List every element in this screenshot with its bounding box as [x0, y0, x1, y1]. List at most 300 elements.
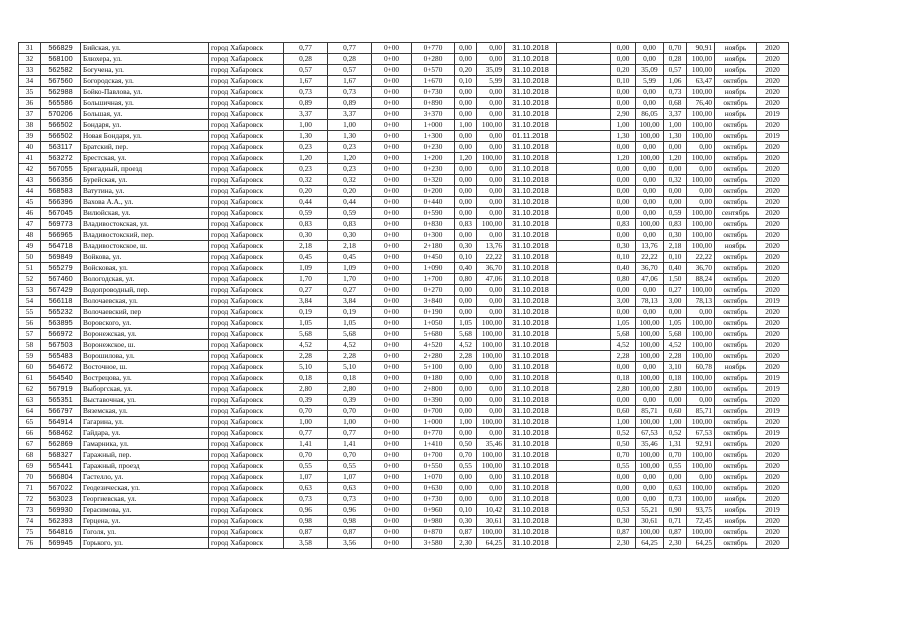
done-km-cell: 0,55 [664, 461, 687, 472]
plan-km-cell: 0,00 [611, 307, 636, 318]
year-cell: 2020 [757, 450, 789, 461]
end-km-cell: 0+770 [412, 428, 455, 439]
done-km-cell: 0,68 [664, 98, 687, 109]
city-cell: город Хабаровск [209, 406, 284, 417]
street-name-cell: Георгиевская, ул. [81, 494, 209, 505]
table-row [19, 54, 789, 65]
table-row [19, 483, 789, 494]
table-row [19, 384, 789, 395]
city-cell: город Хабаровск [209, 230, 284, 241]
done-percent-cell: 92,91 [687, 439, 715, 450]
length-km-cell: 0,96 [328, 505, 372, 516]
city-cell: город Хабаровск [209, 428, 284, 439]
street-name-cell: Гаражный, проезд [81, 461, 209, 472]
city-cell: город Хабаровск [209, 175, 284, 186]
length-total-cell: 0,45 [284, 252, 328, 263]
start-km-cell: 0+00 [372, 263, 412, 274]
plan-percent-cell: 47,06 [636, 274, 664, 285]
start-km-cell: 0+00 [372, 318, 412, 329]
done-percent-cell: 100,00 [687, 54, 715, 65]
road-id-cell: 567022 [41, 483, 81, 494]
plan-km-cell: 2,30 [611, 538, 636, 549]
year-cell: 2020 [757, 186, 789, 197]
plan-km-cell: 0,50 [611, 439, 636, 450]
repaired-km-cell: 5,68 [455, 329, 477, 340]
table-row [19, 285, 789, 296]
length-total-cell: 3,37 [284, 109, 328, 120]
plan-km-cell: 0,18 [611, 373, 636, 384]
row-number-cell: 68 [19, 450, 41, 461]
inspection-date-cell: 31.10.2018 [505, 263, 557, 274]
plan-percent-cell: 0,00 [636, 142, 664, 153]
end-km-cell: 1+000 [412, 417, 455, 428]
city-cell: город Хабаровск [209, 252, 284, 263]
start-km-cell: 0+00 [372, 307, 412, 318]
year-cell: 2020 [757, 164, 789, 175]
row-number-cell: 56 [19, 318, 41, 329]
year-cell: 2020 [757, 417, 789, 428]
street-name-cell: Гастелло, ул. [81, 472, 209, 483]
plan-km-cell: 0,30 [611, 241, 636, 252]
city-cell: город Хабаровск [209, 54, 284, 65]
start-km-cell: 0+00 [372, 175, 412, 186]
plan-km-cell: 1,00 [611, 417, 636, 428]
done-km-cell: 0,00 [664, 164, 687, 175]
row-number-cell: 45 [19, 197, 41, 208]
plan-percent-cell: 100,00 [636, 461, 664, 472]
length-km-cell: 0,28 [328, 54, 372, 65]
year-cell: 2020 [757, 54, 789, 65]
end-km-cell: 0+450 [412, 252, 455, 263]
end-km-cell: 0+730 [412, 494, 455, 505]
street-name-cell: Воронежское, ш. [81, 340, 209, 351]
start-km-cell: 0+00 [372, 230, 412, 241]
done-km-cell: 0,00 [664, 307, 687, 318]
inspection-date-cell: 31.10.2018 [505, 54, 557, 65]
month-cell: октябрь [715, 263, 757, 274]
end-km-cell: 3+840 [412, 296, 455, 307]
length-km-cell: 1,30 [328, 131, 372, 142]
start-km-cell: 0+00 [372, 65, 412, 76]
length-km-cell: 1,07 [328, 472, 372, 483]
plan-km-cell: 0,30 [611, 516, 636, 527]
repaired-km-cell: 2,28 [455, 351, 477, 362]
plan-km-cell: 3,00 [611, 296, 636, 307]
length-total-cell: 0,23 [284, 164, 328, 175]
done-km-cell: 2,28 [664, 351, 687, 362]
month-cell: октябрь [715, 428, 757, 439]
year-cell: 2020 [757, 461, 789, 472]
end-km-cell: 2+280 [412, 351, 455, 362]
done-km-cell: 0,71 [664, 516, 687, 527]
city-cell: город Хабаровск [209, 186, 284, 197]
row-number-cell: 69 [19, 461, 41, 472]
road-id-cell: 565441 [41, 461, 81, 472]
road-id-cell: 567055 [41, 164, 81, 175]
done-percent-cell: 100,00 [687, 131, 715, 142]
length-km-cell: 0,32 [328, 175, 372, 186]
road-id-cell: 564914 [41, 417, 81, 428]
note-cell [557, 538, 611, 549]
inspection-date-cell: 31.10.2018 [505, 219, 557, 230]
month-cell: октябрь [715, 131, 757, 142]
length-km-cell: 3,84 [328, 296, 372, 307]
inspection-date-cell: 31.10.2018 [505, 439, 557, 450]
plan-percent-cell: 67,53 [636, 428, 664, 439]
year-cell: 2019 [757, 373, 789, 384]
row-number-cell: 42 [19, 164, 41, 175]
road-register-table [18, 42, 789, 549]
start-km-cell: 0+00 [372, 186, 412, 197]
table-row [19, 142, 789, 153]
inspection-date-cell: 31.10.2018 [505, 43, 557, 54]
inspection-date-cell: 31.10.2018 [505, 340, 557, 351]
plan-percent-cell: 100,00 [636, 340, 664, 351]
note-cell [557, 395, 611, 406]
repaired-percent-cell: 35,46 [477, 439, 505, 450]
road-id-cell: 564540 [41, 373, 81, 384]
note-cell [557, 351, 611, 362]
done-percent-cell: 100,00 [687, 241, 715, 252]
done-km-cell: 0,00 [664, 395, 687, 406]
length-km-cell: 1,20 [328, 153, 372, 164]
row-number-cell: 47 [19, 219, 41, 230]
length-km-cell: 0,57 [328, 65, 372, 76]
plan-km-cell: 0,00 [611, 285, 636, 296]
table-row [19, 450, 789, 461]
done-km-cell: 1,05 [664, 318, 687, 329]
street-name-cell: Ворошилова, ул. [81, 351, 209, 362]
length-km-cell: 1,41 [328, 439, 372, 450]
year-cell: 2020 [757, 241, 789, 252]
repaired-percent-cell: 100,00 [477, 461, 505, 472]
repaired-percent-cell: 100,00 [477, 351, 505, 362]
street-name-cell: Братский, пер. [81, 142, 209, 153]
table-row [19, 252, 789, 263]
end-km-cell: 0+980 [412, 516, 455, 527]
length-total-cell: 0,18 [284, 373, 328, 384]
month-cell: ноябрь [715, 109, 757, 120]
end-km-cell: 0+200 [412, 186, 455, 197]
done-percent-cell: 78,13 [687, 296, 715, 307]
road-id-cell: 566356 [41, 175, 81, 186]
length-km-cell: 5,10 [328, 362, 372, 373]
street-name-cell: Вологодская, ул. [81, 274, 209, 285]
year-cell: 2020 [757, 439, 789, 450]
repaired-km-cell: 0,55 [455, 461, 477, 472]
repaired-km-cell: 0,00 [455, 109, 477, 120]
plan-km-cell: 0,40 [611, 263, 636, 274]
row-number-cell: 63 [19, 395, 41, 406]
plan-km-cell: 0,55 [611, 461, 636, 472]
repaired-percent-cell: 0,00 [477, 406, 505, 417]
plan-percent-cell: 35,46 [636, 439, 664, 450]
repaired-km-cell: 0,00 [455, 87, 477, 98]
month-cell: октябрь [715, 153, 757, 164]
year-cell: 2020 [757, 219, 789, 230]
inspection-date-cell: 31.10.2018 [505, 175, 557, 186]
inspection-date-cell: 31.10.2018 [505, 252, 557, 263]
repaired-percent-cell: 0,00 [477, 362, 505, 373]
inspection-date-cell: 31.10.2018 [505, 197, 557, 208]
street-name-cell: Волочаевский, пер [81, 307, 209, 318]
done-km-cell: 0,00 [664, 186, 687, 197]
done-percent-cell: 64,25 [687, 538, 715, 549]
length-km-cell: 2,28 [328, 351, 372, 362]
note-cell [557, 373, 611, 384]
done-km-cell: 0,18 [664, 373, 687, 384]
end-km-cell: 0+300 [412, 230, 455, 241]
year-cell: 2020 [757, 285, 789, 296]
city-cell: город Хабаровск [209, 384, 284, 395]
end-km-cell: 0+700 [412, 450, 455, 461]
street-name-cell: Гагарина, ул. [81, 417, 209, 428]
month-cell: октябрь [715, 219, 757, 230]
note-cell [557, 131, 611, 142]
done-km-cell: 0,00 [664, 197, 687, 208]
start-km-cell: 0+00 [372, 439, 412, 450]
row-number-cell: 74 [19, 516, 41, 527]
table-row [19, 494, 789, 505]
repaired-km-cell: 0,00 [455, 208, 477, 219]
done-km-cell: 0,28 [664, 54, 687, 65]
year-cell: 2020 [757, 153, 789, 164]
start-km-cell: 0+00 [372, 153, 412, 164]
done-km-cell: 1,06 [664, 76, 687, 87]
row-number-cell: 31 [19, 43, 41, 54]
year-cell: 2019 [757, 428, 789, 439]
year-cell: 2020 [757, 318, 789, 329]
plan-km-cell: 1,05 [611, 318, 636, 329]
done-km-cell: 0,00 [664, 142, 687, 153]
done-percent-cell: 100,00 [687, 285, 715, 296]
month-cell: ноябрь [715, 505, 757, 516]
end-km-cell: 0+570 [412, 65, 455, 76]
row-number-cell: 66 [19, 428, 41, 439]
done-km-cell: 0,57 [664, 65, 687, 76]
city-cell: город Хабаровск [209, 208, 284, 219]
year-cell: 2020 [757, 263, 789, 274]
repaired-percent-cell: 0,00 [477, 43, 505, 54]
length-km-cell: 4,52 [328, 340, 372, 351]
city-cell: город Хабаровск [209, 527, 284, 538]
length-total-cell: 0,57 [284, 65, 328, 76]
done-km-cell: 3,10 [664, 362, 687, 373]
start-km-cell: 0+00 [372, 373, 412, 384]
month-cell: ноябрь [715, 362, 757, 373]
table-row [19, 296, 789, 307]
street-name-cell: Вахова А.А., ул. [81, 197, 209, 208]
length-km-cell: 0,73 [328, 87, 372, 98]
plan-km-cell: 0,10 [611, 252, 636, 263]
done-percent-cell: 93,75 [687, 505, 715, 516]
repaired-km-cell: 0,00 [455, 296, 477, 307]
city-cell: город Хабаровск [209, 472, 284, 483]
length-km-cell: 0,45 [328, 252, 372, 263]
start-km-cell: 0+00 [372, 131, 412, 142]
road-id-cell: 567045 [41, 208, 81, 219]
plan-percent-cell: 64,25 [636, 538, 664, 549]
repaired-percent-cell: 0,00 [477, 472, 505, 483]
city-cell: город Хабаровск [209, 318, 284, 329]
done-percent-cell: 100,00 [687, 65, 715, 76]
street-name-cell: Бурейская, ул. [81, 175, 209, 186]
street-name-cell: Богучена, ул. [81, 65, 209, 76]
inspection-date-cell: 31.10.2018 [505, 362, 557, 373]
street-name-cell: Волочаевская, ул. [81, 296, 209, 307]
road-id-cell: 566396 [41, 197, 81, 208]
year-cell: 2020 [757, 274, 789, 285]
repaired-km-cell: 0,00 [455, 164, 477, 175]
done-percent-cell: 100,00 [687, 373, 715, 384]
table-row [19, 241, 789, 252]
repaired-percent-cell: 0,00 [477, 285, 505, 296]
table-row [19, 307, 789, 318]
inspection-date-cell: 31.10.2018 [505, 285, 557, 296]
start-km-cell: 0+00 [372, 208, 412, 219]
repaired-percent-cell: 100,00 [477, 329, 505, 340]
month-cell: октябрь [715, 307, 757, 318]
note-cell [557, 164, 611, 175]
plan-km-cell: 0,53 [611, 505, 636, 516]
month-cell: ноябрь [715, 43, 757, 54]
done-percent-cell: 0,00 [687, 186, 715, 197]
start-km-cell: 0+00 [372, 428, 412, 439]
row-number-cell: 65 [19, 417, 41, 428]
street-name-cell: Большичная, ул. [81, 98, 209, 109]
length-total-cell: 0,70 [284, 406, 328, 417]
end-km-cell: 0+960 [412, 505, 455, 516]
row-number-cell: 60 [19, 362, 41, 373]
year-cell: 2020 [757, 538, 789, 549]
length-km-cell: 0,20 [328, 186, 372, 197]
row-number-cell: 46 [19, 208, 41, 219]
end-km-cell: 0+870 [412, 527, 455, 538]
plan-km-cell: 0,87 [611, 527, 636, 538]
length-total-cell: 5,10 [284, 362, 328, 373]
plan-percent-cell: 13,76 [636, 241, 664, 252]
table-row [19, 373, 789, 384]
year-cell: 2020 [757, 340, 789, 351]
done-km-cell: 5,68 [664, 329, 687, 340]
repaired-km-cell: 0,00 [455, 483, 477, 494]
month-cell: октябрь [715, 395, 757, 406]
repaired-percent-cell: 0,00 [477, 296, 505, 307]
end-km-cell: 0+830 [412, 219, 455, 230]
note-cell [557, 142, 611, 153]
repaired-percent-cell: 100,00 [477, 340, 505, 351]
repaired-percent-cell: 0,00 [477, 109, 505, 120]
table-row [19, 439, 789, 450]
row-number-cell: 58 [19, 340, 41, 351]
end-km-cell: 1+200 [412, 153, 455, 164]
note-cell [557, 186, 611, 197]
length-total-cell: 0,83 [284, 219, 328, 230]
length-total-cell: 0,87 [284, 527, 328, 538]
plan-percent-cell: 36,70 [636, 263, 664, 274]
row-number-cell: 53 [19, 285, 41, 296]
street-name-cell: Гамарника, ул. [81, 439, 209, 450]
start-km-cell: 0+00 [372, 395, 412, 406]
length-total-cell: 0,20 [284, 186, 328, 197]
row-number-cell: 76 [19, 538, 41, 549]
inspection-date-cell: 31.10.2018 [505, 516, 557, 527]
done-percent-cell: 60,78 [687, 362, 715, 373]
done-percent-cell: 72,45 [687, 516, 715, 527]
month-cell: октябрь [715, 527, 757, 538]
done-km-cell: 0,70 [664, 450, 687, 461]
end-km-cell: 1+090 [412, 263, 455, 274]
table-row [19, 43, 789, 54]
repaired-km-cell: 0,00 [455, 98, 477, 109]
plan-percent-cell: 100,00 [636, 351, 664, 362]
end-km-cell: 0+180 [412, 373, 455, 384]
start-km-cell: 0+00 [372, 483, 412, 494]
repaired-percent-cell: 5,99 [477, 76, 505, 87]
length-total-cell: 4,52 [284, 340, 328, 351]
row-number-cell: 62 [19, 384, 41, 395]
city-cell: город Хабаровск [209, 76, 284, 87]
length-km-cell: 0,23 [328, 164, 372, 175]
done-km-cell: 0,40 [664, 263, 687, 274]
done-km-cell: 0,00 [664, 472, 687, 483]
row-number-cell: 70 [19, 472, 41, 483]
start-km-cell: 0+00 [372, 219, 412, 230]
street-name-cell: Блюхера, ул. [81, 54, 209, 65]
year-cell: 2020 [757, 65, 789, 76]
table-row [19, 65, 789, 76]
plan-km-cell: 0,00 [611, 54, 636, 65]
plan-percent-cell: 0,00 [636, 494, 664, 505]
repaired-percent-cell: 22,22 [477, 252, 505, 263]
plan-km-cell: 0,00 [611, 472, 636, 483]
table-row [19, 351, 789, 362]
end-km-cell: 1+670 [412, 76, 455, 87]
month-cell: октябрь [715, 76, 757, 87]
length-total-cell: 1,20 [284, 153, 328, 164]
done-percent-cell: 0,00 [687, 472, 715, 483]
year-cell: 2020 [757, 362, 789, 373]
row-number-cell: 54 [19, 296, 41, 307]
table-row [19, 318, 789, 329]
row-number-cell: 50 [19, 252, 41, 263]
plan-km-cell: 0,00 [611, 87, 636, 98]
end-km-cell: 0+230 [412, 164, 455, 175]
road-id-cell: 565279 [41, 263, 81, 274]
month-cell: октябрь [715, 120, 757, 131]
length-km-cell: 0,18 [328, 373, 372, 384]
plan-km-cell: 0,83 [611, 219, 636, 230]
note-cell [557, 230, 611, 241]
repaired-percent-cell: 0,00 [477, 54, 505, 65]
table-row [19, 505, 789, 516]
repaired-km-cell: 0,00 [455, 472, 477, 483]
plan-km-cell: 0,00 [611, 494, 636, 505]
end-km-cell: 5+100 [412, 362, 455, 373]
inspection-date-cell: 31.10.2018 [505, 351, 557, 362]
plan-percent-cell: 0,00 [636, 208, 664, 219]
year-cell: 2020 [757, 494, 789, 505]
street-name-cell: Выставочная, ул. [81, 395, 209, 406]
length-km-cell: 3,37 [328, 109, 372, 120]
done-percent-cell: 90,91 [687, 43, 715, 54]
repaired-km-cell: 0,00 [455, 230, 477, 241]
length-total-cell: 0,98 [284, 516, 328, 527]
plan-percent-cell: 85,71 [636, 406, 664, 417]
length-total-cell: 0,27 [284, 285, 328, 296]
repaired-km-cell: 0,00 [455, 131, 477, 142]
table-row [19, 472, 789, 483]
